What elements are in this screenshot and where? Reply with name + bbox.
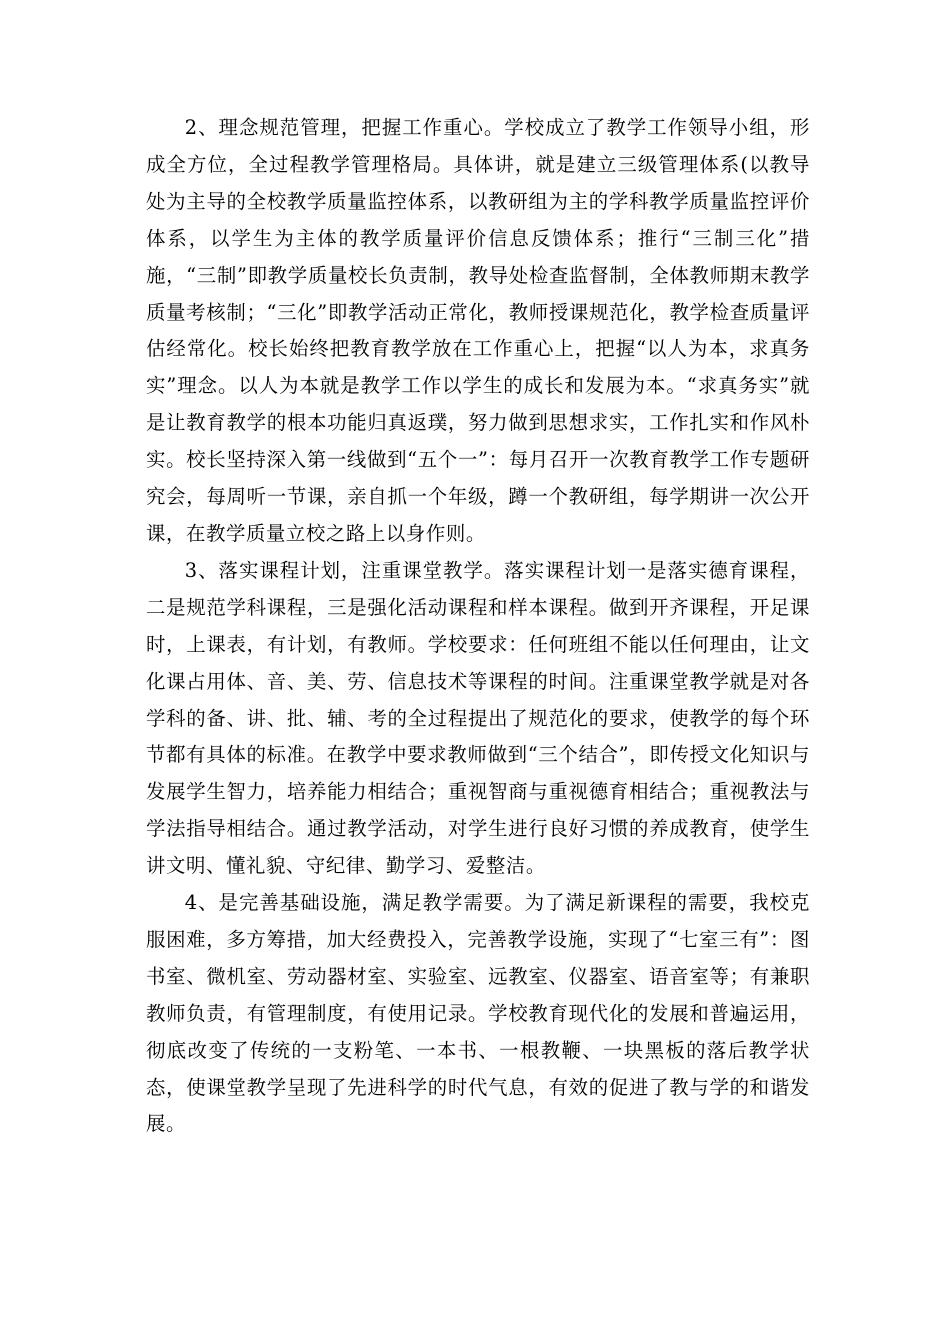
paragraph-curriculum: 3、落实课程计划，注重课堂教学。落实课程计划一是落实德育课程，二是规范学科课程，三是强化活动课程和样本课程。做到开齐课程，开足课时，上课表，有计划，有教师。学校要求：任何班组不能以任何理由，让文化课占用体、音、美、劳、信息技术等课程的时间。注重课堂教学就是对各学科的备、讲、批、辅、考的全过程提出了规范化的要求，使教学的每个环节都有具体的标准。在教学中要求教师做到“三个结合”，即传授文化知识与发展学生智力，培养能力相结合；重视智商与重视德育相结合；重视教法与学法指导相结合。通过教学活动，对学生进行良好习惯的养成教育，使学生讲文明、懂礼貌、守纪律、勤学习、爱整洁。 [146,558,810,878]
document-body [146,110,810,1143]
paragraph-management: 2、理念规范管理，把握工作重心。学校成立了教学工作领导小组，形成全方位，全过程教学管理格局。具体讲，就是建立三级管理体系(以教导处为主导的全校教学质量监控体系，以教研组为主的学科教学质量监控评价体系，以学生为主体的教学质量评价信息反馈体系；推行“三制三化”措施，“三制”即教学质量校长负责制，教导处检查监督制，全体教师期末教学质量考核制；“三化”即教学活动正常化，教师授课规范化，教学检查质量评估经常化。校长始终把教育教学放在工作重心上，把握“以人为本，求真务实”理念。以人为本就是教学工作以学生的成长和发展为本。“求真务实”就是让教育教学的根本功能归真返璞，努力做到思想求实，工作扎实和作风朴实。校长坚持深入第一线做到“五个一”：每月召开一次教育教学工作专题研究会，每周听一节课，亲自抓一个年级，蹲一个教研组，每学期讲一次公开课，在教学质量立校之路上以身作则。 [146,116,810,545]
paragraph-facilities: 4、是完善基础设施，满足教学需要。为了满足新课程的需要，我校克服困难，多方筹措，加大经费投入，完善教学设施，实现了“七室三有”：图书室、微机室、劳动器材室、实验室、远教室、仪器室、语音室等；有兼职教师负责，有管理制度，有使用记录。学校教育现代化的发展和普遍运用，彻底改变了传统的一支粉笔、一本书、一根教鞭、一块黑板的落后教学状态，使课堂教学呈现了先进科学的时代气息，有效的促进了教与学的和谐发展。 [146,891,810,1136]
